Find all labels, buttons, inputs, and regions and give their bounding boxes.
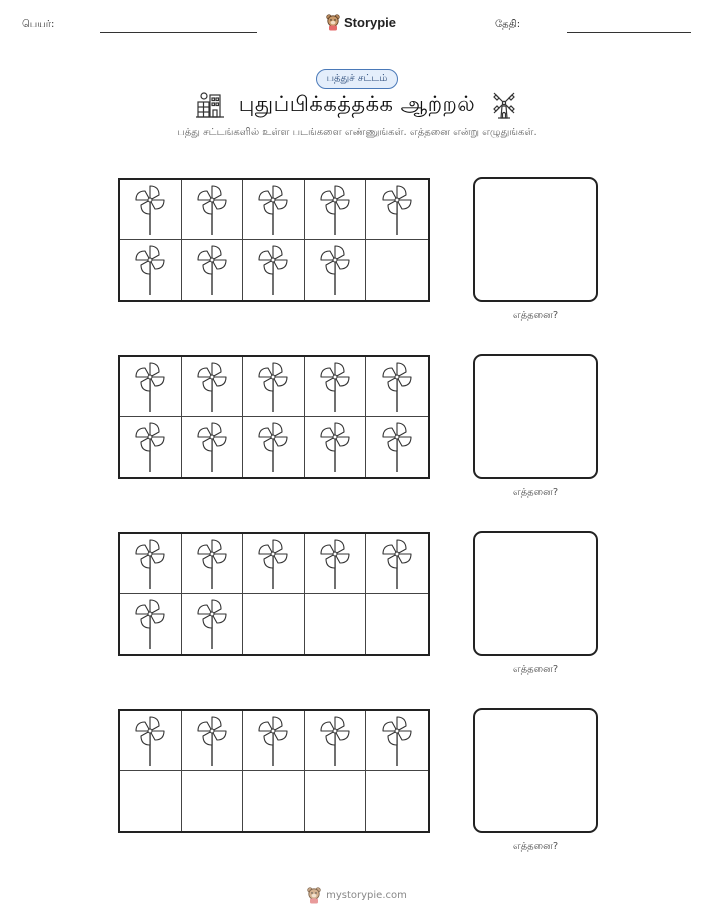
pinwheel-icon: [318, 360, 352, 414]
pinwheel-icon: [256, 360, 290, 414]
pinwheel-icon: [318, 537, 352, 591]
ten-frame-cell-filled: [305, 240, 367, 300]
ten-frame-2: [118, 355, 430, 479]
ten-frame-cell-filled: [243, 534, 305, 594]
ten-frame-cell-filled: [120, 417, 182, 477]
ten-frame-3: [118, 532, 430, 656]
answer-box-3[interactable]: [473, 531, 598, 656]
pinwheel-icon: [380, 420, 414, 474]
answer-box-2[interactable]: [473, 354, 598, 479]
ten-frame-cell-filled: [366, 180, 428, 240]
storypie-footer-icon: [307, 886, 321, 904]
pinwheel-icon: [195, 714, 229, 768]
ten-frame-cell-filled: [305, 357, 367, 417]
pinwheel-icon: [133, 597, 167, 651]
ten-frame-cell-empty: [182, 771, 244, 831]
title-row: [0, 90, 714, 120]
pinwheel-icon: [195, 360, 229, 414]
ten-frame-cell-filled: [366, 534, 428, 594]
pinwheel-icon: [133, 537, 167, 591]
ten-frame-cell-filled: [243, 180, 305, 240]
date-label: தேதி:: [495, 19, 521, 30]
answer-box-1[interactable]: [473, 177, 598, 302]
ten-frame-cell-filled: [120, 594, 182, 654]
pinwheel-icon: [380, 537, 414, 591]
pinwheel-icon: [256, 420, 290, 474]
ten-frame-cell-filled: [120, 711, 182, 771]
pinwheel-icon: [133, 714, 167, 768]
brand-logo: [326, 13, 396, 31]
ten-frame-cell-filled: [305, 180, 367, 240]
pinwheel-icon: [133, 183, 167, 237]
brand-name: Storypie: [344, 14, 397, 30]
ten-frame-cell-empty: [366, 771, 428, 831]
ten-frame-cell-filled: [305, 534, 367, 594]
ten-frame-cell-filled: [305, 417, 367, 477]
ten-frame-cell-empty: [366, 240, 428, 300]
worksheet-type-badge: பத்துச் சட்டம்: [316, 69, 399, 89]
ten-frame-cell-empty: [366, 594, 428, 654]
pinwheel-icon: [256, 537, 290, 591]
pinwheel-icon: [318, 183, 352, 237]
ten-frame-cell-filled: [243, 417, 305, 477]
ten-frame-cell-filled: [120, 357, 182, 417]
answer-box-4[interactable]: [473, 708, 598, 833]
ten-frame-cell-filled: [182, 417, 244, 477]
ten-frame-cell-filled: [182, 711, 244, 771]
ten-frame-cell-filled: [120, 534, 182, 594]
ten-frame-cell-empty: [243, 594, 305, 654]
solar-factory-icon: [195, 90, 225, 120]
pinwheel-icon: [380, 360, 414, 414]
ten-frame-cell-filled: [182, 180, 244, 240]
pinwheel-icon: [133, 360, 167, 414]
ten-frame-4: [118, 709, 430, 833]
ten-frame-cell-filled: [243, 240, 305, 300]
pinwheel-icon: [195, 183, 229, 237]
ten-frame-cell-filled: [366, 357, 428, 417]
ten-frame-cell-filled: [182, 357, 244, 417]
ten-frame-cell-filled: [182, 534, 244, 594]
pinwheel-icon: [195, 597, 229, 651]
pinwheel-icon: [256, 243, 290, 297]
footer: [0, 886, 714, 904]
ten-frame-cell-filled: [120, 180, 182, 240]
ten-frame-cell-filled: [366, 711, 428, 771]
how-many-label: எத்தனை?: [512, 664, 559, 675]
ten-frame-cell-filled: [120, 240, 182, 300]
pinwheel-icon: [133, 420, 167, 474]
how-many-label: எத்தனை?: [512, 487, 559, 498]
ten-frame-1: [118, 178, 430, 302]
pinwheel-icon: [256, 183, 290, 237]
ten-frame-cell-filled: [243, 357, 305, 417]
pinwheel-icon: [380, 714, 414, 768]
ten-frame-cell-filled: [182, 240, 244, 300]
pinwheel-icon: [318, 420, 352, 474]
ten-frame-cell-empty: [120, 771, 182, 831]
pinwheel-icon: [380, 183, 414, 237]
pinwheel-icon: [195, 537, 229, 591]
ten-frame-cell-empty: [305, 594, 367, 654]
how-many-label: எத்தனை?: [512, 310, 559, 321]
pinwheel-icon: [195, 243, 229, 297]
ten-frame-cell-filled: [366, 417, 428, 477]
name-line: [100, 32, 257, 33]
ten-frame-cell-filled: [305, 711, 367, 771]
ten-frame-cell-filled: [182, 594, 244, 654]
page-title: புதுப்பிக்கத்தக்க ஆற்றல்: [238, 91, 476, 116]
ten-frame-cell-filled: [243, 711, 305, 771]
name-label: பெயர்:: [22, 19, 55, 30]
pinwheel-icon: [318, 714, 352, 768]
pinwheel-icon: [133, 243, 167, 297]
date-line: [567, 32, 691, 33]
ten-frame-cell-empty: [243, 771, 305, 831]
how-many-label: எத்தனை?: [512, 841, 559, 852]
pinwheel-icon: [256, 714, 290, 768]
footer-url: mystorypie.com: [326, 889, 407, 901]
storypie-bear-icon: [326, 13, 340, 31]
windmill-icon: [489, 90, 519, 120]
pinwheel-icon: [195, 420, 229, 474]
pinwheel-icon: [318, 243, 352, 297]
instructions: பத்து சட்டங்களில் உள்ள படங்களை எண்ணுங்கள். எத்தனை என்று எழுதுங்கள்.: [177, 127, 537, 138]
ten-frame-cell-empty: [305, 771, 367, 831]
